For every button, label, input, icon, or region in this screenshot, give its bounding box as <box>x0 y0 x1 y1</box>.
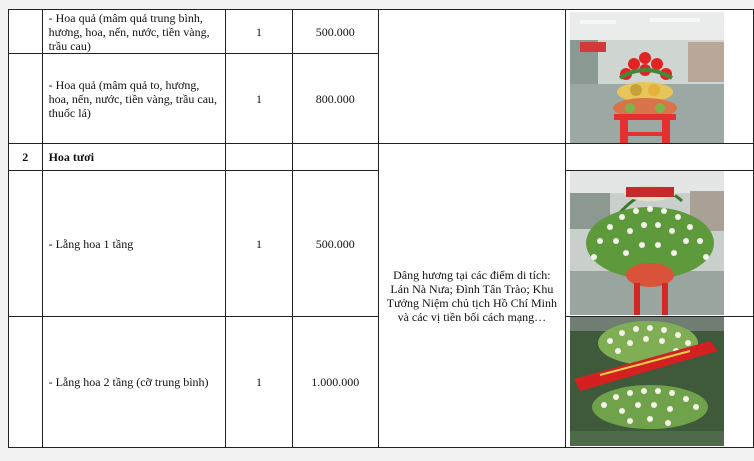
quantity-cell: 1 <box>226 317 292 448</box>
price-cell: 500.000 <box>292 10 378 54</box>
quantity-cell: 1 <box>226 10 292 54</box>
stt-cell <box>9 10 43 54</box>
price-cell: 800.000 <box>292 54 378 144</box>
item-name-cell: - Hoa quả (mâm quả trung bình, hương, hoa, nến, nước, tiền vàng, trầu cau) <box>42 10 226 54</box>
flower-basket-two-tier-photo <box>570 317 724 446</box>
quantity-cell: 1 <box>226 54 292 144</box>
table-row-section <box>9 144 754 171</box>
note-cell-empty <box>378 10 565 144</box>
item-name-cell: - Lẵng hoa 1 tầng <box>42 171 226 317</box>
section-title: Hoa tươi <box>42 144 226 171</box>
flower-basket-photo-cell <box>565 171 753 317</box>
stt-cell <box>9 54 43 144</box>
quantity-cell: 1 <box>226 171 292 317</box>
price-cell: 1.000.000 <box>292 317 378 448</box>
note-text: Dâng hương tại các điểm di tích: Lán Nà Nưa; Đình Tân Trào; Khu Tưởng Niệm chủ tịch Hồ Chí Minh và các vị tiền bối cách mạng… <box>386 267 557 324</box>
price-cell: 500.000 <box>292 171 378 317</box>
note-cell <box>378 144 565 448</box>
flower-basket-photo-cell <box>565 317 753 448</box>
fruit-tray-photo-cell <box>565 10 753 144</box>
section-number: 2 <box>9 144 43 171</box>
price-table <box>8 9 754 448</box>
table-row <box>9 10 754 54</box>
flower-basket-one-tier-photo <box>570 171 724 315</box>
stt-cell <box>9 317 43 448</box>
price-cell <box>292 144 378 171</box>
quantity-cell <box>226 144 292 171</box>
stt-cell <box>9 171 43 317</box>
empty-image-cell <box>565 144 753 171</box>
fruit-tray-photo <box>570 12 724 144</box>
item-name-cell: - Lẵng hoa 2 tầng (cỡ trung bình) <box>42 317 226 448</box>
item-name-cell: - Hoa quả (mâm quả to, hương, hoa, nến, nước, tiền vàng, trầu cau, thuốc lá) <box>42 54 226 144</box>
